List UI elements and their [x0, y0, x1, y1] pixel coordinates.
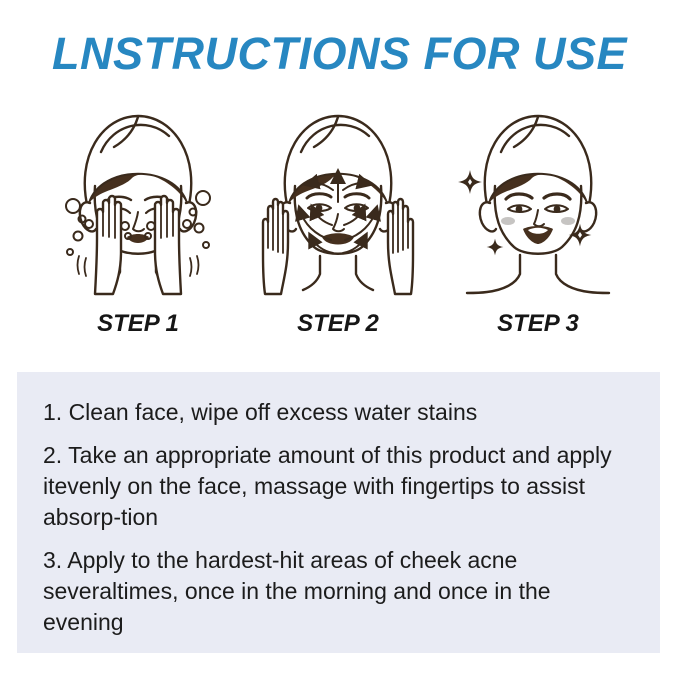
- step-labels-row: [53, 310, 623, 338]
- blush-left: [501, 217, 515, 225]
- step-1-label: STEP 1: [97, 310, 179, 337]
- step-3-label: STEP 3: [497, 310, 579, 337]
- instruction-item-3: 3. Apply to the hardest-hit areas of cheek acne severaltimes, once in the morning and once in the evening: [43, 547, 551, 635]
- clean-glowing-face-illustration: [453, 106, 623, 296]
- instructions-box: [17, 372, 660, 653]
- instruction-item-1: 1. Clean face, wipe off excess water stains: [43, 399, 478, 425]
- page-title: LNSTRUCTIONS FOR USE: [51, 28, 627, 79]
- instruction-item-2: 2. Take an appropriate amount of this product and apply itevenly on the face, massage with fingertips to assist absorp-tion: [43, 442, 612, 530]
- blush-right: [561, 217, 575, 225]
- step-2-label: STEP 2: [297, 310, 379, 337]
- face-washing-illustration: [53, 106, 223, 296]
- face-massage-arrows-illustration: [253, 106, 423, 296]
- step-illustrations-row: [53, 106, 623, 296]
